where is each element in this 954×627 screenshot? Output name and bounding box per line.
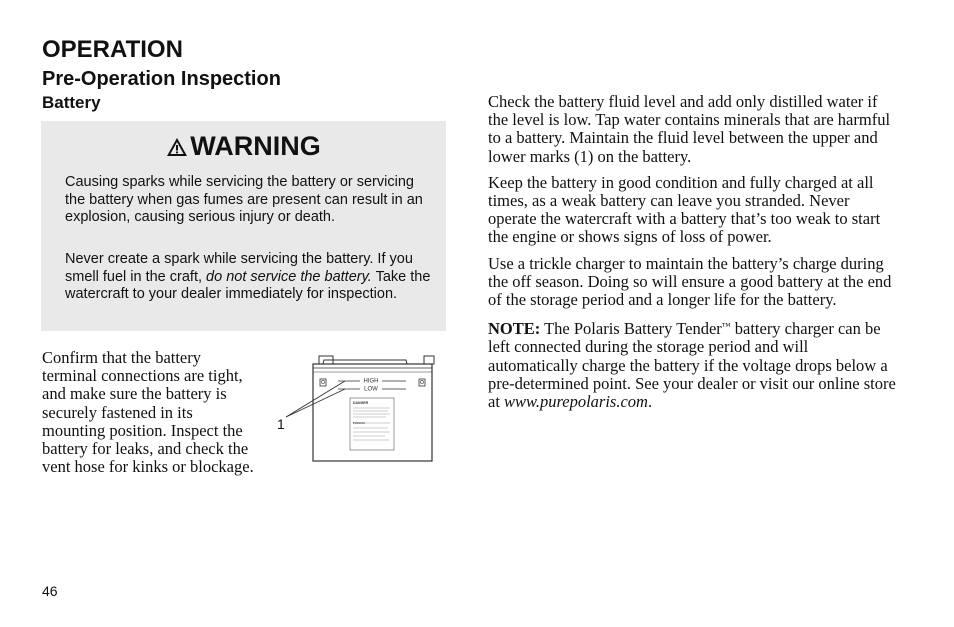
warning-p2-start: Never create a spark while servicing the battery. If you smell fuel in the craft, [65,251,413,285]
callout-number: 1 [277,416,285,432]
warning-p2-italic: do not service the battery. [206,268,372,285]
trickle-charger-paragraph: Use a trickle charger to maintain the battery’s charge during the off season. Doing so will ensure a good battery at the end of the storage period and a longer life for the battery. [488,253,892,310]
note-paragraph [488,317,898,411]
subsection-title: Pre-Operation Inspection [42,68,281,90]
battery-label-sub: POISON [353,421,365,425]
warning-heading-text: WARNING [190,131,321,161]
right-column [488,93,898,419]
note-label: NOTE: [488,319,541,339]
warning-heading [41,131,446,162]
warning-paragraph-1: Causing sparks while servicing the battery or servicing the battery when gas fumes are present can result in an explosion, causing serious injury or death. [65,174,423,225]
warning-box [41,121,446,331]
low-level-label: LOW [364,386,378,393]
note-text-2: battery charger can be left connected during the storage period and will automatically charge the battery if the voltage drops below a pre-determined point. See your dealer or visit our online store at [488,319,896,412]
topic-title: Battery [42,93,101,112]
battery-connection-paragraph: Confirm that the battery terminal connections are tight, and make sure the battery is securely fastened in its mounting position. Inspect the battery for leaks, and check the vent hose for kinks or blockage. [42,348,254,477]
warning-p2-end: Take the watercraft to your dealer immediately for inspection. [65,268,431,302]
high-level-label: HIGH [363,378,379,385]
warning-triangle-icon [166,137,188,157]
battery-illustration [276,352,438,468]
section-title: OPERATION [42,36,183,63]
battery-label-title: DANGER [353,401,369,405]
charge-paragraph: Keep the battery in good condition and fully charged at all times, as a weak battery can leave you stranded. Never operate the watercraft with a battery that’s too weak to start the engine or shows signs of loss of power. [488,172,881,247]
fluid-level-paragraph: Check the battery fluid level and add only distilled water if the level is low. Tap water contains minerals that are harmful to a battery. Maintain the fluid level between the upper and lower marks (1) on the battery. [488,92,891,166]
page-number: 46 [42,583,58,599]
note-text-1: The Polaris Battery Tender [540,319,722,339]
website-link[interactable]: www.purepolaris.com [504,392,648,412]
trademark-symbol: ™ [721,321,731,332]
note-end: . [647,392,653,412]
warning-paragraph-2 [65,251,431,304]
